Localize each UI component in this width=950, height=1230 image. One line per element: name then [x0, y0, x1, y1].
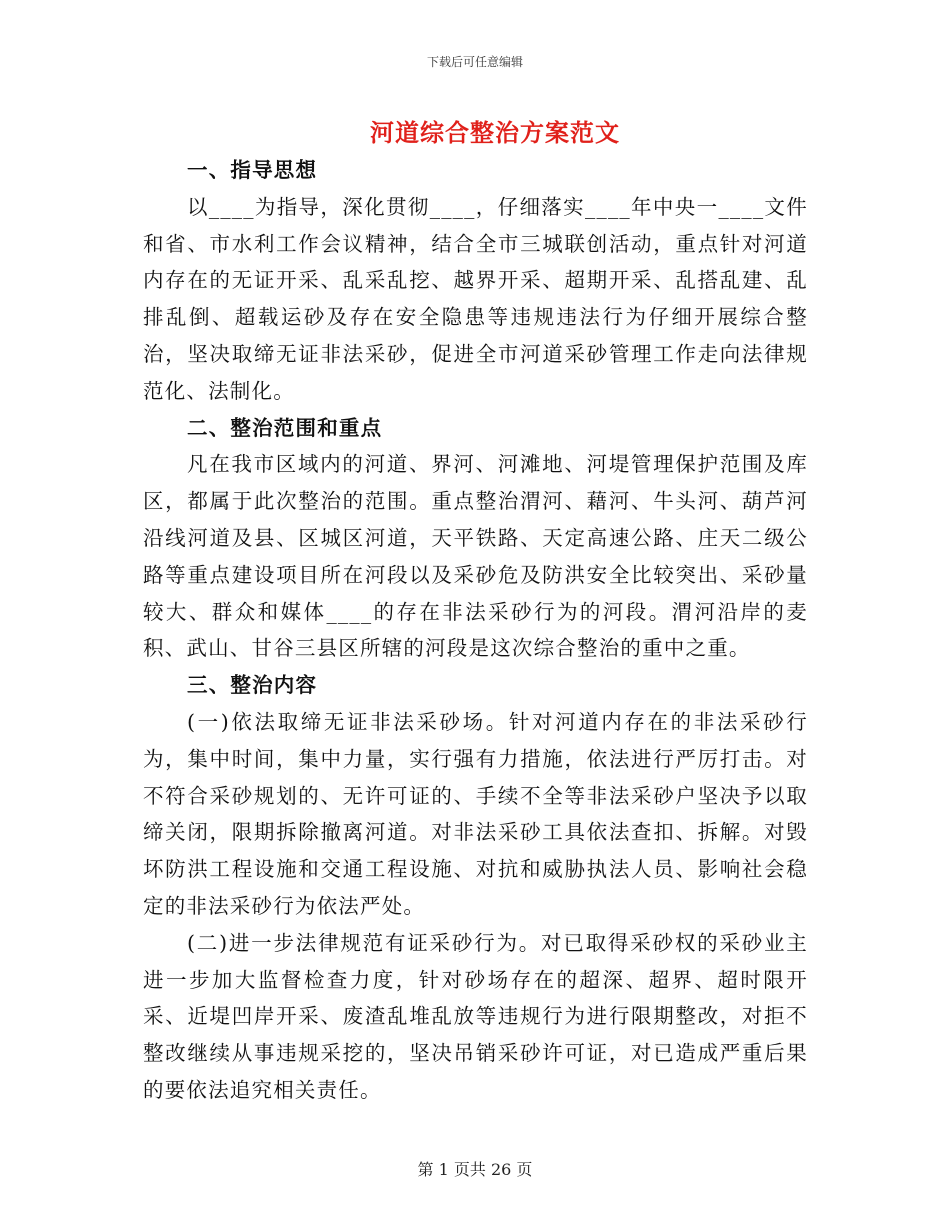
paragraph: 以____为指导，深化贯彻____，仔细落实____年中央一____文件和省、市水利工作会议精神，结合全市三城联创活动，重点针对河道内存在的无证开采、乱采乱挖、越界开采、超期开采、乱搭乱建、乱排乱倒、超载运砂及存在安全隐患等违规违法行为仔细开展综合整治，坚决取缔无证非法采砂，促进全市河道采砂管理工作走向法律规范化、法制化。: [143, 194, 808, 403]
paragraph: 凡在我市区域内的河道、界河、河滩地、河堤管理保护范围及库区，都属于此次整治的范围。重点整治渭河、藉河、牛头河、葫芦河沿线河道及县、区城区河道，天平铁路、天定高速公路、庄天二级公路等重点建设项目所在河段以及采砂危及防洪安全比较突出、采砂量较大、群众和媒体____的存在非法采砂行为的河段。渭河沿岸的麦积、武山、甘谷三县区所辖的河段是这次综合整治的重中之重。: [143, 452, 808, 661]
paragraph: (一)依法取缔无证非法采砂场。针对河道内存在的非法采砂行为，集中时间，集中力量，实行强有力措施，依法进行严厉打击。对不符合采砂规划的、无许可证的、手续不全等非法采砂户坚决予以取缔关闭，限期拆除撤离河道。对非法采砂工具依法查扣、拆解。对毁坏防洪工程设施和交通工程设施、对抗和威胁执法人员、影响社会稳定的非法采砂行为依法严处。: [143, 709, 808, 918]
page-number: 第 1 页共 26 页: [417, 1160, 533, 1179]
document-body: [143, 152, 808, 1109]
section-heading-rectification-content: 三、整治内容: [187, 673, 318, 698]
document-title: 河道综合整治方案范文: [370, 118, 620, 147]
header-note: 下载后可任意编辑: [426, 55, 523, 69]
section-heading-scope-and-focus: 二、整治范围和重点: [187, 415, 383, 440]
paragraph: (二)进一步法律规范有证采砂行为。对已取得采砂权的采砂业主进一步加大监督检查力度，针对砂场存在的超深、超界、超时限开采、近堤凹岸开采、废渣乱堆乱放等违规行为进行限期整改，对拒不整改继续从事违规采挖的，坚决吊销采砂许可证，对已造成严重后果的要依法追究相关责任。: [143, 930, 808, 1102]
section-heading-guiding-ideology: 一、指导思想: [187, 158, 318, 182]
